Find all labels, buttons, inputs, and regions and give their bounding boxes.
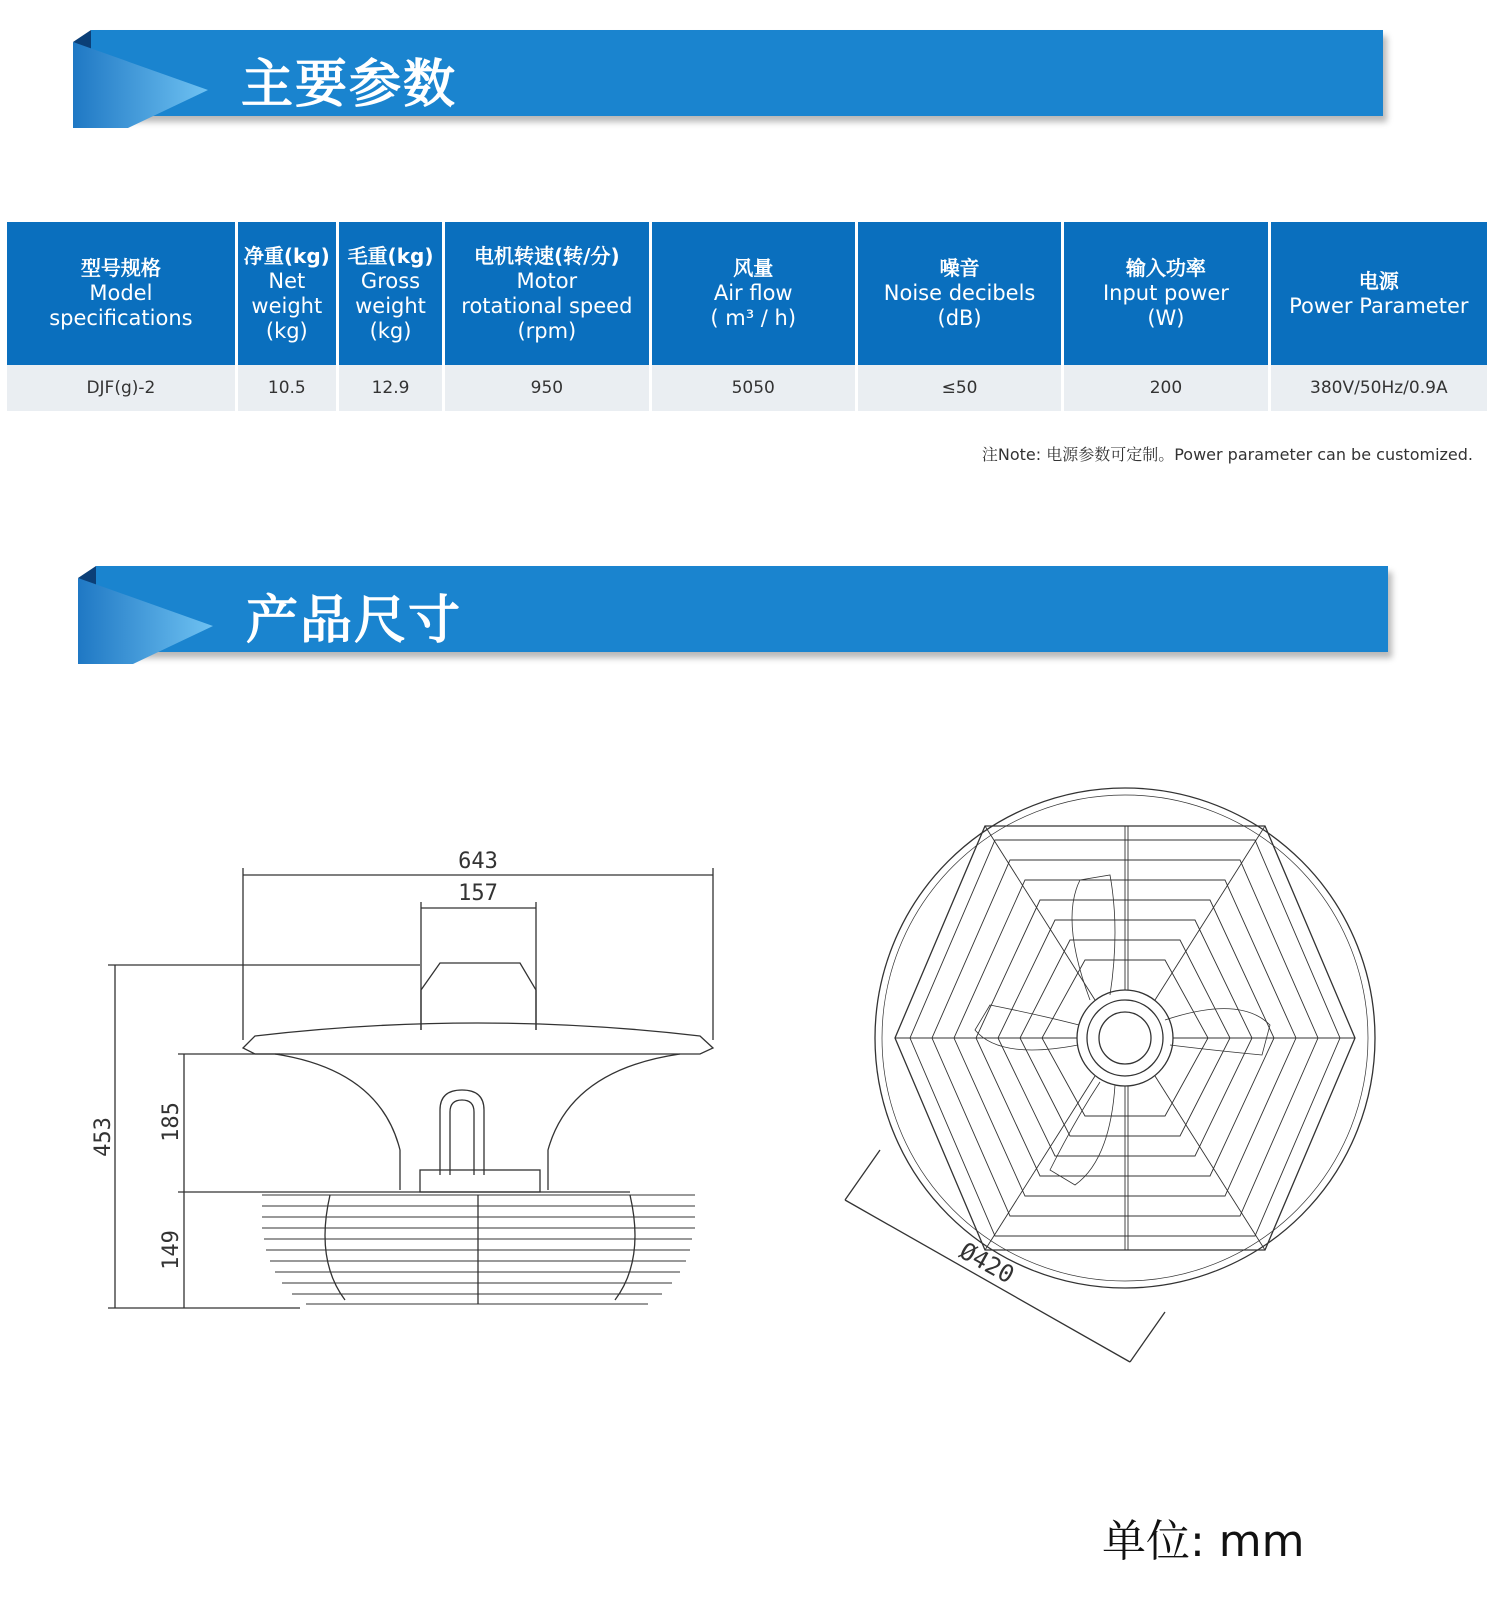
dim-overall-width: 643 — [458, 849, 498, 874]
top-view-drawing — [845, 788, 1375, 1362]
power-note: 注Note: 电源参数可定制。Power parameter can be customized. — [981, 445, 1473, 464]
side-view-drawing — [91, 849, 713, 1308]
header-input-power: 输入功率 Input power (W) — [1063, 222, 1269, 365]
header-motor-speed: 电机转速(转/分) Motor rotational speed (rpm) — [444, 222, 650, 365]
section-title: 产品尺寸 — [246, 591, 463, 651]
header-gross-weight: 毛重(kg) Gross weight (kg) — [337, 222, 443, 365]
cell-air-flow: 5050 — [650, 365, 856, 411]
cell-noise: ≤50 — [856, 365, 1062, 411]
cell-net-weight: 10.5 — [236, 365, 337, 411]
cell-model: DJF(g)-2 — [7, 365, 236, 411]
unit-label: 单位: mm — [1102, 1516, 1305, 1567]
cell-motor-speed: 950 — [444, 365, 650, 411]
header-net-weight: 净重(kg) Net weight (kg) — [236, 222, 337, 365]
section-title: 主要参数 — [241, 55, 458, 115]
cell-power-parameter: 380V/50Hz/0.9A — [1269, 365, 1487, 411]
header-noise: 噪音 Noise decibels (dB) — [856, 222, 1062, 365]
dim-upper-height: 185 — [159, 1102, 184, 1142]
header-model: 型号规格 Model specifications — [7, 222, 236, 365]
dim-diameter: Ø420 — [954, 1236, 1019, 1290]
header-power-parameter: 电源 Power Parameter — [1269, 222, 1487, 365]
cell-gross-weight: 12.9 — [337, 365, 443, 411]
header-air-flow: 风量 Air flow ( m³ / h) — [650, 222, 856, 365]
dim-lower-height: 149 — [159, 1230, 184, 1270]
dim-top-width: 157 — [458, 881, 498, 906]
dim-total-height: 453 — [91, 1117, 116, 1157]
cell-input-power: 200 — [1063, 365, 1269, 411]
